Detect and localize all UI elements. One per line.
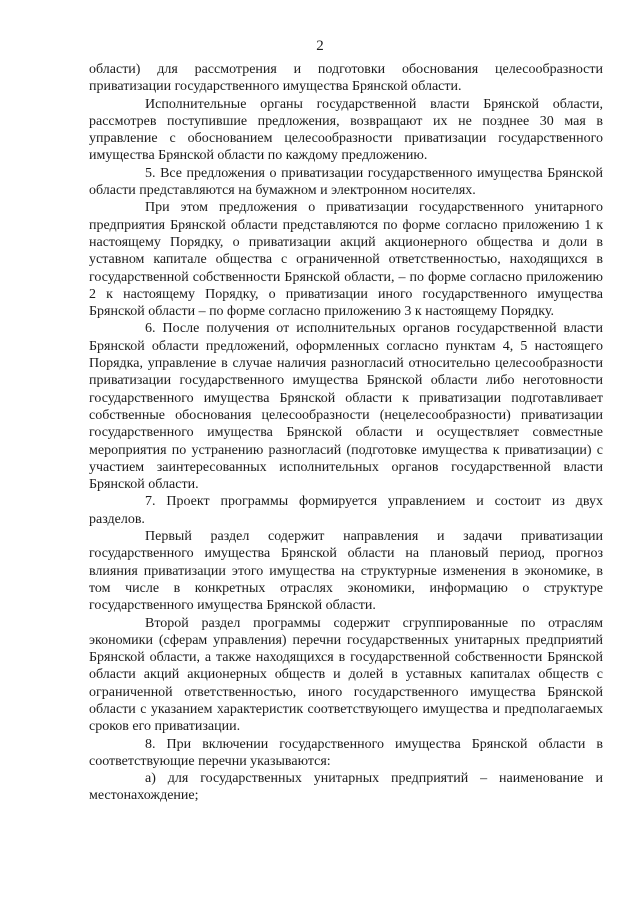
paragraph-forms: При этом предложения о приватизации государственного унитарного предприятия Брянской области представляются по форме согласно приложению 1 к настоящему Порядку, о приватизации акций акционерного общества и доли в уставном капитале общества с ограниченной ответственностью, находящихся в государственной собственности Брянской области, – по форме согласно приложению 2 к настоящему Порядку, о приватизации иного государственного имущества Брянской области – по форме согласно приложению 3 к настоящему Порядку. [89,200,603,320]
paragraph-second-section: Второй раздел программы содержит сгруппированные по отраслям экономики (сферам управления) перечни государственных унитарных предприятий Брянской области, а также находящихся в государственной собственности Брянской области акций акционерных обществ и долей в уставных капиталах обществ с ограниченной ответственностью, иного государственного имущества Брянской области с указанием характеристик соответствующего имущества и предполагаемых сроков его приватизации. [89,615,603,735]
paragraph-continuation: области) для рассмотрения и подготовки обоснования целесообразности приватизации государственного имущества Брянской области. [89,62,603,95]
paragraph-executive-bodies: Исполнительные органы государственной власти Брянской области, рассмотрев поступившие предложения, возвращают их не позднее 30 мая в управление с обоснованием целесообразности приватизации государственного имущества Брянской области по каждому предложению. [89,96,603,164]
paragraph-item-7: 7. Проект программы формируется управлением и состоит из двух разделов. [89,494,603,527]
paragraph-item-5: 5. Все предложения о приватизации государственного имущества Брянской области представляются на бумажном и электронном носителях. [89,165,603,199]
paragraph-item-6: 6. После получения от исполнительных органов государственной власти Брянской области предложений, оформленных согласно пунктам 4, 5 настоящего Порядка, управление в случае наличия разногласий относительно целесообразности приватизации государственного имущества Брянской области либо неготовности государственного имущества Брянской области к приватизации подготавливает собственные обоснования целесообразности (нецелесообразности) приватизации государственного имущества Брянской области и осуществляет совместные мероприятия по устранению разногласий (подготовке имущества к приватизации) с участием заинтересованных исполнительных органов государственной власти Брянской области. [89,321,603,493]
document-body [89,61,603,805]
paragraph-first-section: Первый раздел содержит направления и задачи приватизации государственного имущества Брянской области на плановый период, прогноз влияния приватизации этого имущества на структурные изменения в экономике, в том числе в конкретных отраслях экономики, информацию о структуре государственного имущества Брянской области. [89,529,603,614]
paragraph-item-8: 8. При включении государственного имущества Брянской области в соответствующие перечни указываются: [89,736,603,769]
paragraph-subitem-a: а) для государственных унитарных предприятий – наименование и местонахождение; [89,771,603,804]
page-number: 2 [316,38,324,54]
